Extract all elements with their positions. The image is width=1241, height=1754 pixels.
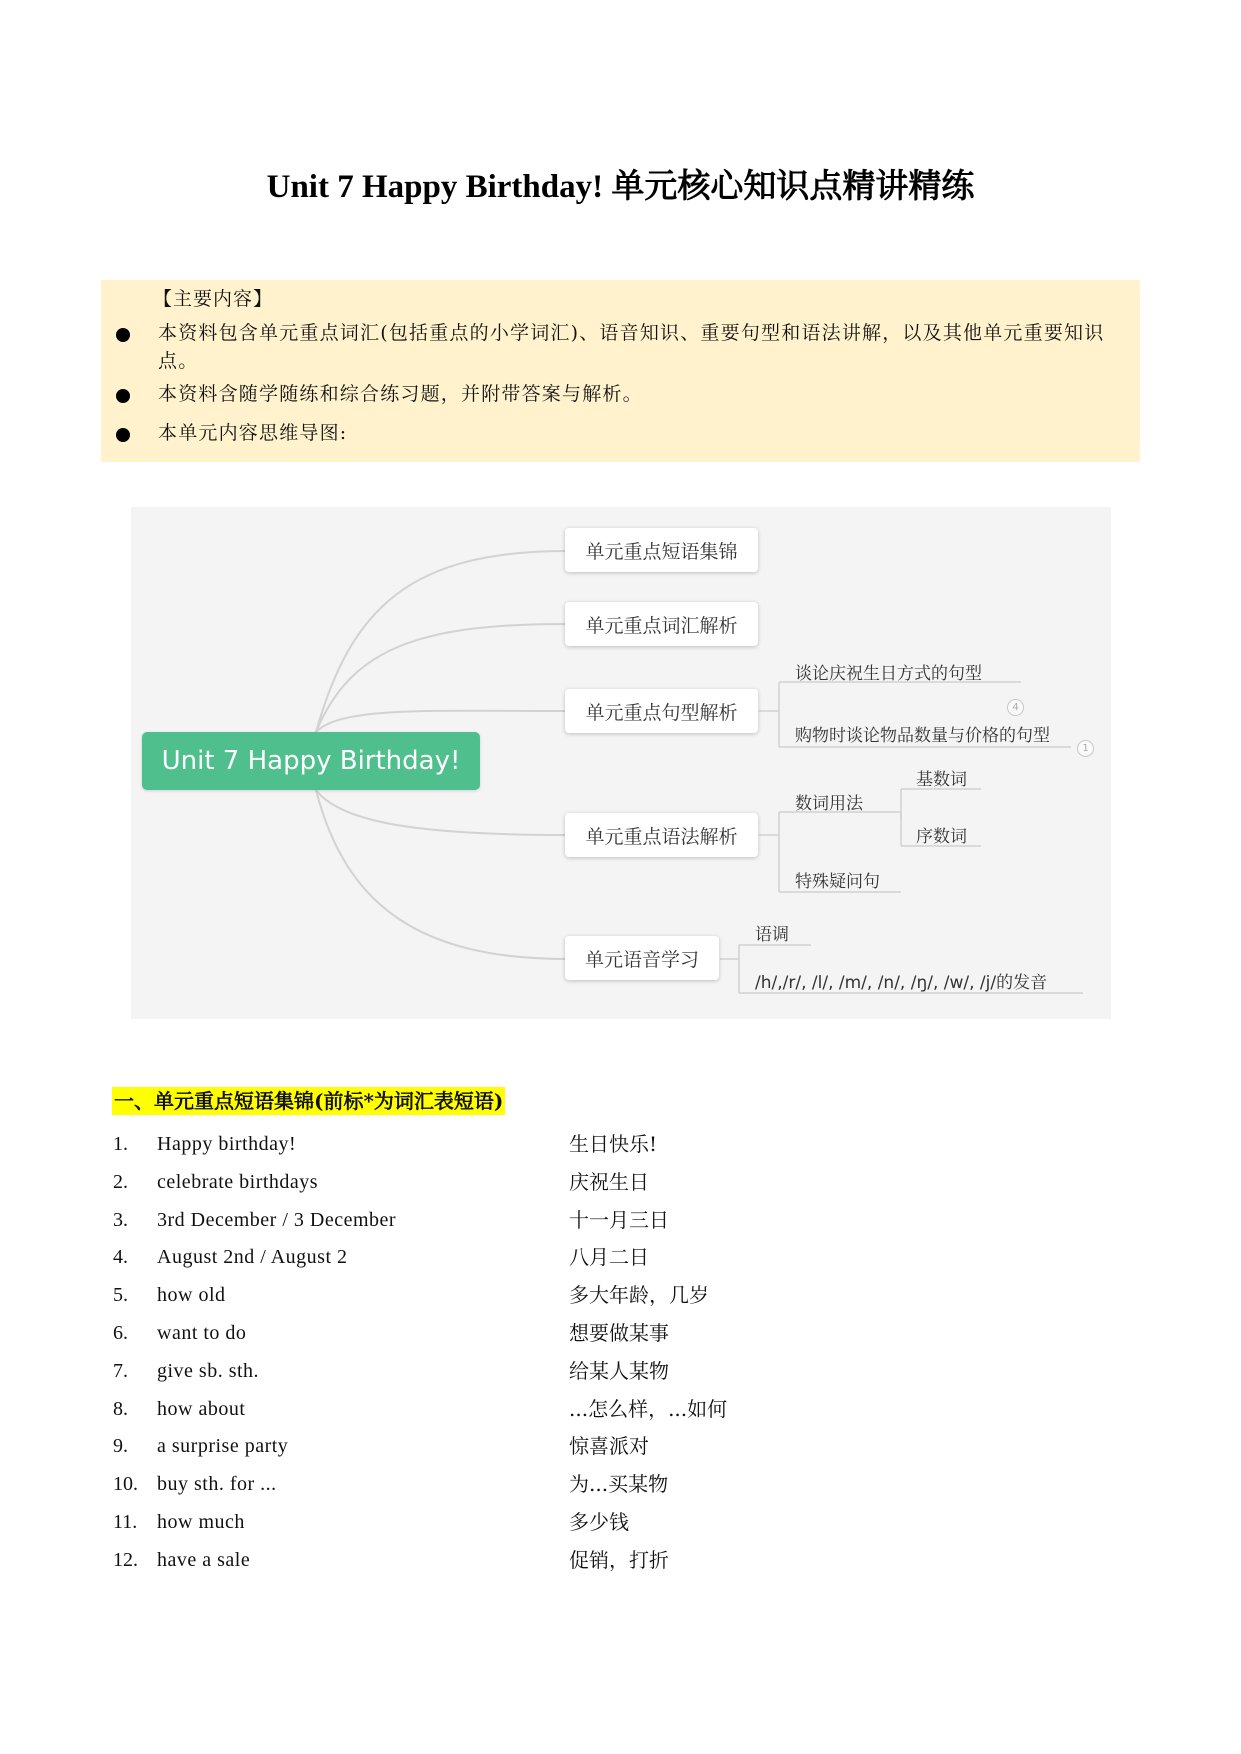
mind-map — [131, 507, 1111, 1019]
phrase-chinese: 多大年龄，几岁 — [569, 1283, 709, 1308]
phrase-row — [0, 1354, 1241, 1388]
page-title: Unit 7 Happy Birthday! 单元核心知识点精讲精练 — [266, 169, 975, 205]
bullet-dot-icon — [116, 389, 130, 403]
phrase-chinese: 生日快乐! — [569, 1132, 658, 1156]
intro-bullet: 本资料包含单元重点词汇(包括重点的小学词汇)、语音知识、重要句型和语法讲解，以及其他单元重要知识点。 — [158, 322, 1105, 372]
phrase-row — [0, 1278, 1241, 1312]
phrase-number: 2. — [113, 1170, 128, 1193]
leaf-birthday-sentences: 谈论庆祝生日方式的句型 — [795, 664, 982, 684]
bullet-dot-icon — [116, 328, 130, 342]
connector-line — [316, 711, 567, 732]
phrase-row — [0, 1543, 1241, 1577]
leaf-ordinal: 序数词 — [916, 827, 967, 847]
phrase-number: 5. — [113, 1284, 128, 1307]
phrase-chinese: 促销，打折 — [569, 1547, 669, 1572]
intro-bullet: 本资料含随学随练和综合练习题，并附带答案与解析。 — [158, 383, 643, 405]
branch-grammar: 单元重点语法解析 — [565, 813, 758, 857]
phrase-chinese: 多少钱 — [569, 1510, 629, 1534]
phrase-row — [0, 1467, 1241, 1501]
phrase-row — [0, 1505, 1241, 1539]
intro-bullet: 本单元内容思维导图: — [158, 422, 348, 444]
phrase-english: a surprise party — [157, 1435, 289, 1458]
phrase-row — [0, 1392, 1241, 1426]
phrase-number: 10. — [113, 1473, 138, 1496]
phrase-chinese: 给某人某物 — [569, 1358, 669, 1383]
phrase-english: how about — [157, 1397, 246, 1420]
phrase-english: Happy birthday! — [157, 1133, 297, 1155]
phrase-english: celebrate birthdays — [157, 1170, 319, 1193]
phrase-number: 11. — [113, 1511, 138, 1533]
phrase-english: how old — [157, 1284, 226, 1307]
phrase-english: how much — [157, 1511, 245, 1533]
mind-map-root: Unit 7 Happy Birthday! — [142, 732, 480, 790]
phrase-number: 8. — [113, 1397, 128, 1420]
branch-phonetics: 单元语音学习 — [565, 936, 719, 980]
phrase-row — [0, 1316, 1241, 1350]
leaf-shopping-sentences: 购物时谈论物品数量与价格的句型 — [795, 726, 1050, 746]
phrase-english: buy sth. for ... — [157, 1473, 277, 1496]
branch-vocabulary: 单元重点词汇解析 — [565, 602, 758, 646]
phrase-chinese: 庆祝生日 — [569, 1169, 649, 1194]
phrase-number: 12. — [113, 1548, 138, 1571]
leaf-wh-questions: 特殊疑问句 — [795, 872, 880, 892]
connector-line — [316, 790, 567, 835]
phrase-number: 6. — [113, 1322, 128, 1344]
phrase-english: August 2nd / August 2 — [157, 1246, 348, 1269]
intro-heading: 【主要内容】 — [153, 288, 274, 310]
phrase-english: have a sale — [157, 1548, 251, 1571]
branch-sentences: 单元重点句型解析 — [565, 689, 758, 733]
leaf-sounds: /h/,/r/, /l/, /m/, /n/, /ŋ/, /w/, /j/的发音 — [755, 973, 1048, 993]
phrase-chinese: 为...买某物 — [569, 1472, 669, 1497]
phrase-english: want to do — [157, 1322, 247, 1344]
connector-line — [316, 790, 567, 959]
phrase-chinese: 想要做某事 — [569, 1321, 669, 1345]
connector-line — [316, 551, 567, 732]
leaf-count-badge: 4 — [1007, 699, 1024, 716]
phrase-number: 9. — [113, 1435, 128, 1458]
bullet-dot-icon — [116, 428, 130, 442]
phrase-row — [0, 1165, 1241, 1199]
phrase-number: 1. — [113, 1133, 128, 1155]
phrase-row — [0, 1203, 1241, 1237]
leaf-intonation: 语调 — [755, 925, 789, 945]
phrase-english: give sb. sth. — [157, 1359, 260, 1382]
leaf-count-badge: 1 — [1077, 740, 1094, 757]
phrase-row — [0, 1240, 1241, 1274]
section-heading: 一、单元重点短语集锦(前标*为词汇表短语) — [114, 1089, 504, 1113]
phrase-number: 4. — [113, 1246, 128, 1269]
phrase-number: 3. — [113, 1208, 128, 1231]
leaf-cardinal: 基数词 — [916, 770, 967, 790]
phrase-row — [0, 1429, 1241, 1463]
phrase-chinese: 八月二日 — [569, 1245, 649, 1270]
leaf-numerals: 数词用法 — [795, 794, 863, 814]
phrase-english: 3rd December / 3 December — [157, 1208, 397, 1231]
phrase-row — [0, 1127, 1241, 1161]
branch-phrases: 单元重点短语集锦 — [565, 528, 758, 572]
phrase-number: 7. — [113, 1359, 128, 1382]
phrase-chinese: 十一月三日 — [569, 1207, 669, 1232]
phrase-chinese: 惊喜派对 — [569, 1434, 649, 1459]
intro-box — [101, 280, 1140, 462]
phrase-chinese: ...怎么样，...如何 — [569, 1396, 728, 1421]
